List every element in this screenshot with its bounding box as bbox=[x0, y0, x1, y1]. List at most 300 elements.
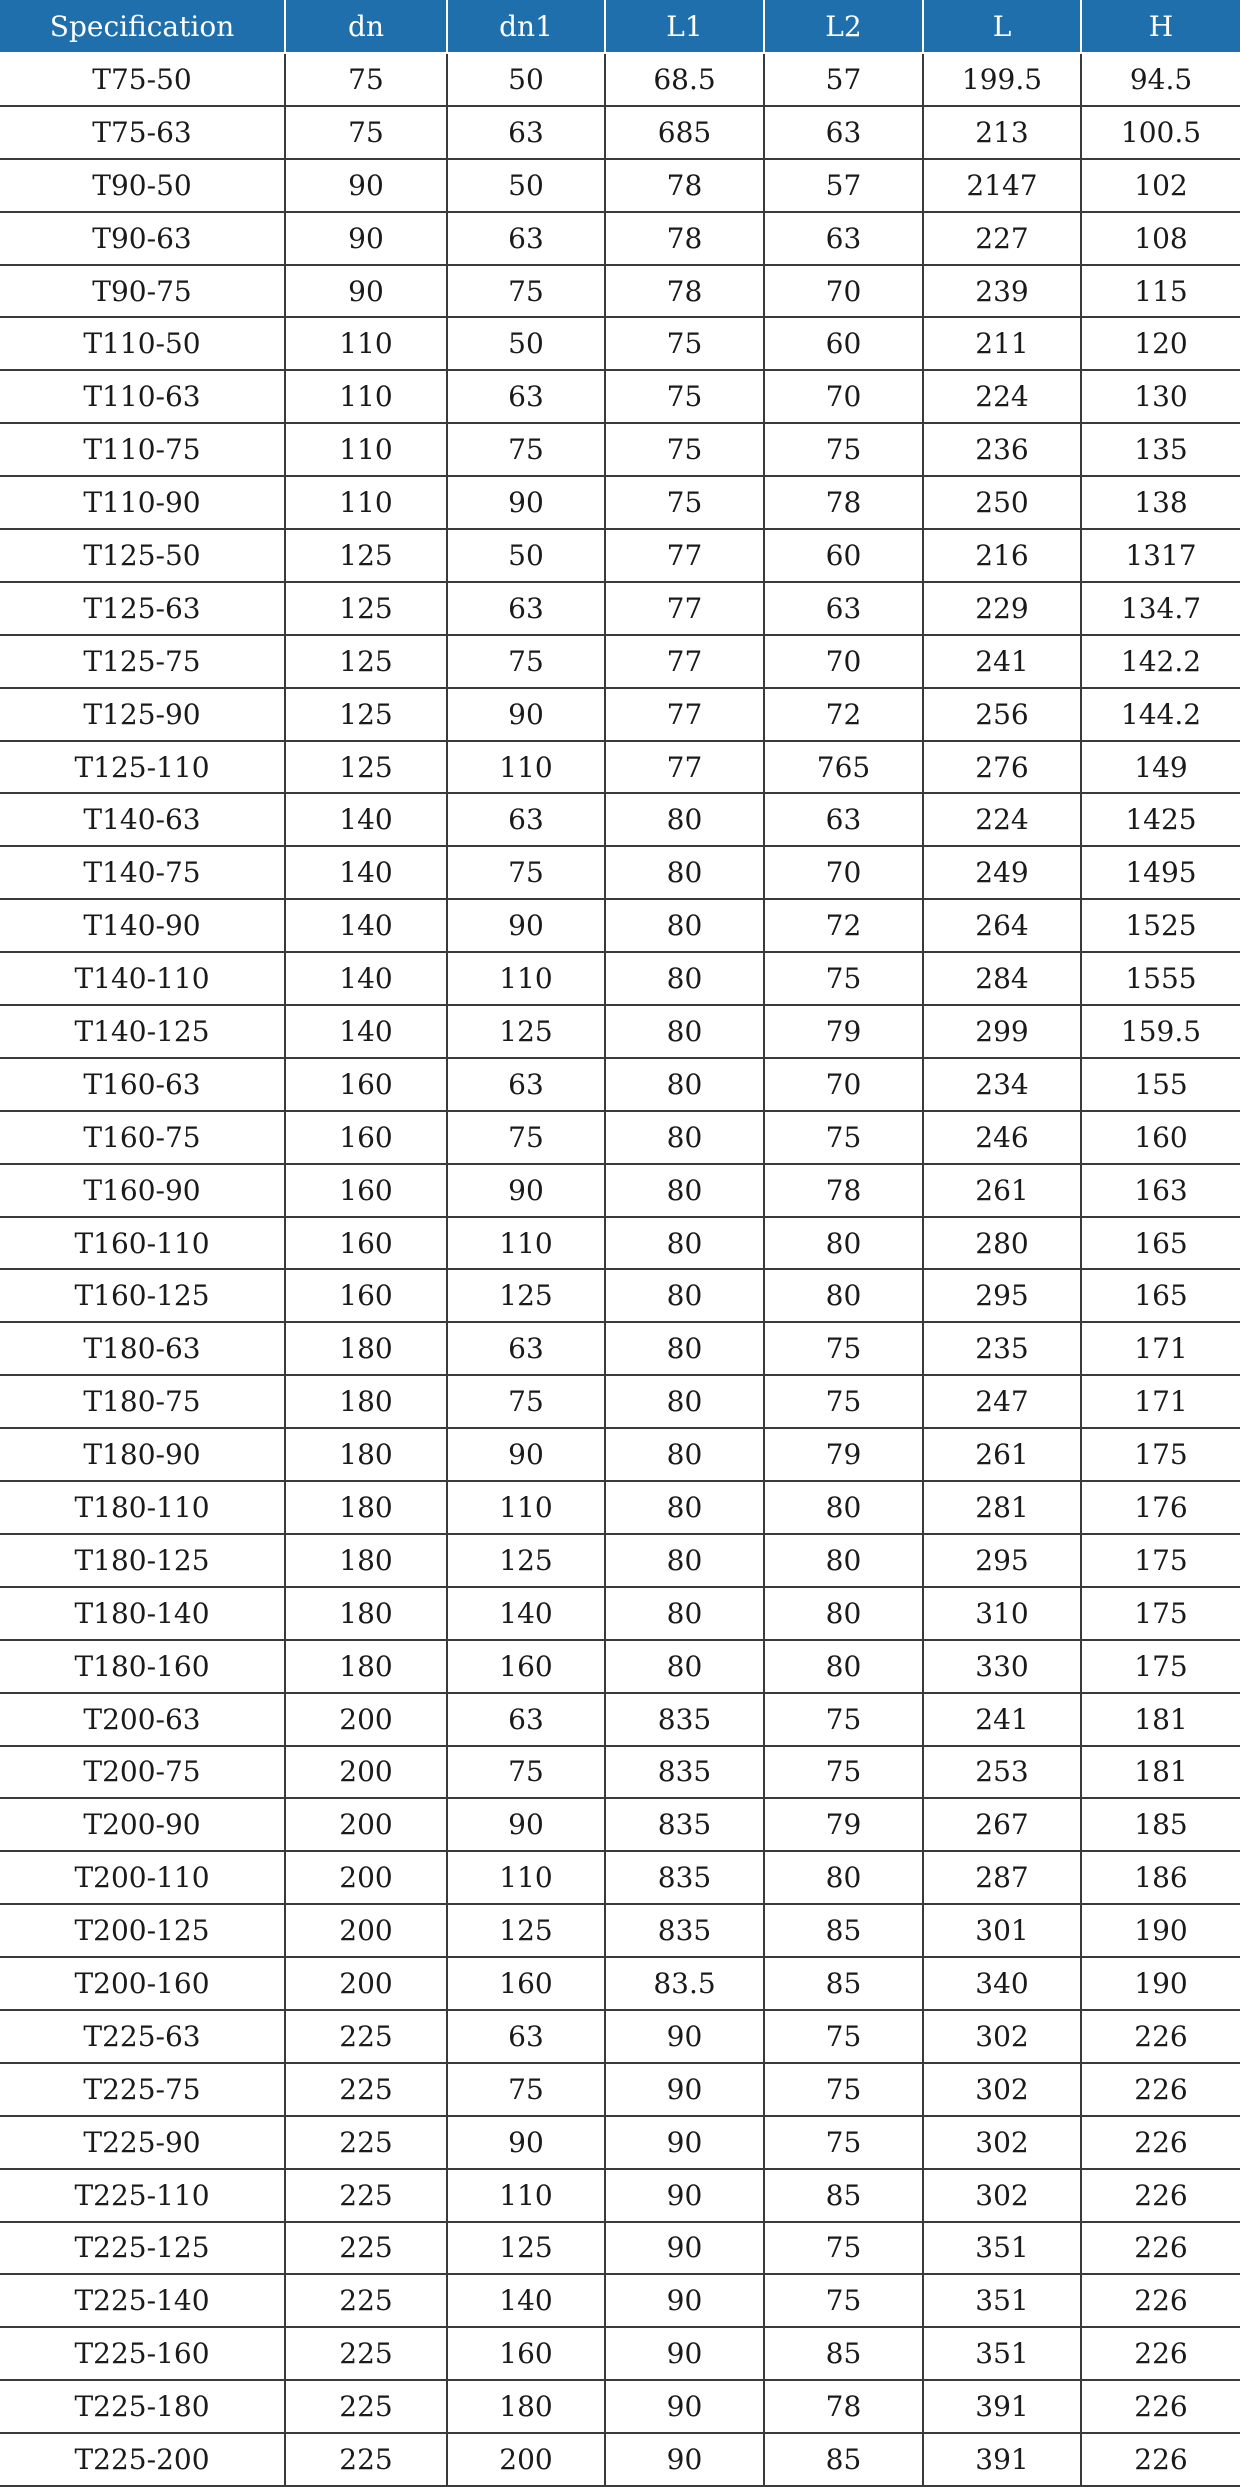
cell-l2: 57 bbox=[764, 53, 923, 106]
cell-h: 134.7 bbox=[1081, 582, 1240, 635]
cell-l1: 80 bbox=[605, 1640, 764, 1693]
column-header-l1: L1 bbox=[605, 0, 764, 53]
cell-l: 250 bbox=[923, 476, 1081, 529]
cell-dn1: 90 bbox=[447, 1164, 605, 1217]
cell-l1: 80 bbox=[605, 1322, 764, 1375]
table-row bbox=[0, 159, 1240, 212]
cell-dn1: 50 bbox=[447, 529, 605, 582]
cell-l: 284 bbox=[923, 952, 1081, 1005]
cell-specification: T125-75 bbox=[0, 635, 285, 688]
cell-l: 216 bbox=[923, 529, 1081, 582]
cell-l2: 72 bbox=[764, 688, 923, 741]
cell-specification: T140-125 bbox=[0, 1005, 285, 1058]
cell-l: 351 bbox=[923, 2274, 1081, 2327]
cell-l1: 77 bbox=[605, 635, 764, 688]
cell-h: 226 bbox=[1081, 2380, 1240, 2433]
cell-dn: 75 bbox=[285, 106, 447, 159]
cell-l: 267 bbox=[923, 1798, 1081, 1851]
cell-l2: 63 bbox=[764, 582, 923, 635]
cell-specification: T140-90 bbox=[0, 899, 285, 952]
cell-specification: T225-110 bbox=[0, 2169, 285, 2222]
table-row bbox=[0, 423, 1240, 476]
cell-l2: 85 bbox=[764, 2433, 923, 2486]
table-row bbox=[0, 1111, 1240, 1164]
cell-h: 160 bbox=[1081, 1111, 1240, 1164]
cell-dn: 225 bbox=[285, 2274, 447, 2327]
cell-dn: 200 bbox=[285, 1693, 447, 1746]
cell-h: 190 bbox=[1081, 1957, 1240, 2010]
cell-dn1: 50 bbox=[447, 53, 605, 106]
cell-dn: 75 bbox=[285, 53, 447, 106]
table-row bbox=[0, 2433, 1240, 2486]
table-row bbox=[0, 1164, 1240, 1217]
cell-specification: T180-63 bbox=[0, 1322, 285, 1375]
table-row bbox=[0, 1005, 1240, 1058]
cell-l: 235 bbox=[923, 1322, 1081, 1375]
cell-dn1: 63 bbox=[447, 582, 605, 635]
cell-dn: 180 bbox=[285, 1587, 447, 1640]
cell-h: 226 bbox=[1081, 2433, 1240, 2486]
cell-l: 276 bbox=[923, 741, 1081, 794]
cell-l2: 70 bbox=[764, 370, 923, 423]
cell-l1: 80 bbox=[605, 1058, 764, 1111]
cell-h: 175 bbox=[1081, 1428, 1240, 1481]
cell-dn: 225 bbox=[285, 2010, 447, 2063]
cell-dn1: 90 bbox=[447, 1428, 605, 1481]
cell-specification: T225-125 bbox=[0, 2222, 285, 2275]
cell-specification: T90-75 bbox=[0, 265, 285, 318]
cell-dn: 225 bbox=[285, 2433, 447, 2486]
cell-dn1: 160 bbox=[447, 1640, 605, 1693]
cell-dn1: 75 bbox=[447, 1111, 605, 1164]
cell-dn: 200 bbox=[285, 1957, 447, 2010]
cell-l2: 80 bbox=[764, 1269, 923, 1322]
cell-dn1: 63 bbox=[447, 793, 605, 846]
cell-l2: 70 bbox=[764, 1058, 923, 1111]
cell-l1: 77 bbox=[605, 582, 764, 635]
cell-l1: 835 bbox=[605, 1904, 764, 1957]
table-row bbox=[0, 1640, 1240, 1693]
table-row bbox=[0, 1269, 1240, 1322]
cell-dn: 200 bbox=[285, 1851, 447, 1904]
cell-dn1: 75 bbox=[447, 265, 605, 318]
table-row bbox=[0, 1322, 1240, 1375]
cell-dn: 180 bbox=[285, 1640, 447, 1693]
cell-l1: 835 bbox=[605, 1746, 764, 1799]
column-header-dn: dn bbox=[285, 0, 447, 53]
cell-l: 351 bbox=[923, 2327, 1081, 2380]
cell-dn1: 63 bbox=[447, 212, 605, 265]
table-row bbox=[0, 1058, 1240, 1111]
cell-specification: T200-160 bbox=[0, 1957, 285, 2010]
cell-l1: 80 bbox=[605, 1534, 764, 1587]
cell-h: 1555 bbox=[1081, 952, 1240, 1005]
cell-dn: 225 bbox=[285, 2327, 447, 2380]
cell-l1: 90 bbox=[605, 2063, 764, 2116]
cell-l1: 90 bbox=[605, 2222, 764, 2275]
cell-specification: T160-125 bbox=[0, 1269, 285, 1322]
cell-l: 302 bbox=[923, 2010, 1081, 2063]
cell-l1: 78 bbox=[605, 212, 764, 265]
cell-l2: 80 bbox=[764, 1217, 923, 1270]
cell-l2: 85 bbox=[764, 2169, 923, 2222]
cell-dn: 140 bbox=[285, 899, 447, 952]
cell-l: 241 bbox=[923, 1693, 1081, 1746]
cell-specification: T225-180 bbox=[0, 2380, 285, 2433]
cell-l1: 685 bbox=[605, 106, 764, 159]
cell-l: 287 bbox=[923, 1851, 1081, 1904]
cell-l1: 90 bbox=[605, 2327, 764, 2380]
cell-specification: T160-90 bbox=[0, 1164, 285, 1217]
cell-dn1: 75 bbox=[447, 423, 605, 476]
table-row bbox=[0, 106, 1240, 159]
cell-l1: 68.5 bbox=[605, 53, 764, 106]
cell-l1: 78 bbox=[605, 265, 764, 318]
cell-h: 175 bbox=[1081, 1587, 1240, 1640]
cell-specification: T180-125 bbox=[0, 1534, 285, 1587]
cell-specification: T180-160 bbox=[0, 1640, 285, 1693]
cell-dn: 140 bbox=[285, 793, 447, 846]
table-row bbox=[0, 1534, 1240, 1587]
cell-l1: 90 bbox=[605, 2433, 764, 2486]
cell-dn: 160 bbox=[285, 1217, 447, 1270]
cell-l2: 63 bbox=[764, 793, 923, 846]
column-header-dn1: dn1 bbox=[447, 0, 605, 53]
cell-l1: 77 bbox=[605, 741, 764, 794]
cell-h: 226 bbox=[1081, 2327, 1240, 2380]
cell-h: 120 bbox=[1081, 317, 1240, 370]
cell-dn: 125 bbox=[285, 582, 447, 635]
cell-dn: 225 bbox=[285, 2169, 447, 2222]
table-row bbox=[0, 793, 1240, 846]
cell-dn: 110 bbox=[285, 476, 447, 529]
table-row bbox=[0, 1904, 1240, 1957]
cell-dn: 160 bbox=[285, 1164, 447, 1217]
column-header-specification: Specification bbox=[0, 0, 285, 53]
cell-l1: 77 bbox=[605, 529, 764, 582]
cell-specification: T160-110 bbox=[0, 1217, 285, 1270]
cell-dn1: 140 bbox=[447, 1587, 605, 1640]
cell-specification: T75-63 bbox=[0, 106, 285, 159]
cell-h: 181 bbox=[1081, 1693, 1240, 1746]
cell-specification: T125-63 bbox=[0, 582, 285, 635]
cell-h: 226 bbox=[1081, 2274, 1240, 2327]
cell-l2: 75 bbox=[764, 952, 923, 1005]
cell-l2: 75 bbox=[764, 2116, 923, 2169]
cell-h: 138 bbox=[1081, 476, 1240, 529]
cell-dn: 200 bbox=[285, 1904, 447, 1957]
cell-l: 391 bbox=[923, 2380, 1081, 2433]
cell-l1: 75 bbox=[605, 317, 764, 370]
cell-h: 159.5 bbox=[1081, 1005, 1240, 1058]
cell-l: 224 bbox=[923, 793, 1081, 846]
cell-dn: 110 bbox=[285, 317, 447, 370]
cell-l2: 70 bbox=[764, 635, 923, 688]
cell-h: 175 bbox=[1081, 1640, 1240, 1693]
cell-l: 264 bbox=[923, 899, 1081, 952]
table-row bbox=[0, 952, 1240, 1005]
table-row bbox=[0, 2222, 1240, 2275]
cell-dn: 125 bbox=[285, 635, 447, 688]
cell-h: 1525 bbox=[1081, 899, 1240, 952]
table-row bbox=[0, 476, 1240, 529]
cell-dn1: 140 bbox=[447, 2274, 605, 2327]
cell-specification: T125-90 bbox=[0, 688, 285, 741]
cell-l: 224 bbox=[923, 370, 1081, 423]
cell-h: 186 bbox=[1081, 1851, 1240, 1904]
cell-dn: 180 bbox=[285, 1322, 447, 1375]
cell-h: 100.5 bbox=[1081, 106, 1240, 159]
cell-l2: 75 bbox=[764, 1111, 923, 1164]
cell-specification: T110-63 bbox=[0, 370, 285, 423]
column-header-l: L bbox=[923, 0, 1081, 53]
cell-l2: 80 bbox=[764, 1640, 923, 1693]
cell-l: 281 bbox=[923, 1481, 1081, 1534]
cell-dn1: 75 bbox=[447, 2063, 605, 2116]
cell-h: 149 bbox=[1081, 741, 1240, 794]
cell-dn1: 75 bbox=[447, 846, 605, 899]
cell-dn1: 63 bbox=[447, 2010, 605, 2063]
cell-h: 226 bbox=[1081, 2169, 1240, 2222]
table-row bbox=[0, 582, 1240, 635]
cell-l2: 70 bbox=[764, 265, 923, 318]
cell-dn1: 110 bbox=[447, 741, 605, 794]
cell-dn1: 90 bbox=[447, 688, 605, 741]
cell-l1: 75 bbox=[605, 476, 764, 529]
cell-l1: 90 bbox=[605, 2274, 764, 2327]
cell-dn: 225 bbox=[285, 2063, 447, 2116]
cell-specification: T225-140 bbox=[0, 2274, 285, 2327]
table-body bbox=[0, 53, 1240, 2486]
cell-l: 330 bbox=[923, 1640, 1081, 1693]
cell-l1: 80 bbox=[605, 1587, 764, 1640]
cell-l2: 75 bbox=[764, 2063, 923, 2116]
cell-l1: 80 bbox=[605, 1005, 764, 1058]
cell-l: 199.5 bbox=[923, 53, 1081, 106]
cell-l1: 77 bbox=[605, 688, 764, 741]
cell-specification: T180-110 bbox=[0, 1481, 285, 1534]
table-row bbox=[0, 2327, 1240, 2380]
cell-dn: 140 bbox=[285, 952, 447, 1005]
cell-dn: 125 bbox=[285, 529, 447, 582]
cell-l1: 80 bbox=[605, 1217, 764, 1270]
cell-l2: 72 bbox=[764, 899, 923, 952]
cell-l: 227 bbox=[923, 212, 1081, 265]
cell-h: 171 bbox=[1081, 1322, 1240, 1375]
cell-h: 1317 bbox=[1081, 529, 1240, 582]
cell-l2: 60 bbox=[764, 317, 923, 370]
cell-l: 253 bbox=[923, 1746, 1081, 1799]
cell-l: 299 bbox=[923, 1005, 1081, 1058]
cell-dn1: 50 bbox=[447, 317, 605, 370]
cell-h: 226 bbox=[1081, 2063, 1240, 2116]
table-row bbox=[0, 2274, 1240, 2327]
cell-l: 302 bbox=[923, 2116, 1081, 2169]
cell-specification: T225-90 bbox=[0, 2116, 285, 2169]
table-row bbox=[0, 2169, 1240, 2222]
cell-specification: T180-90 bbox=[0, 1428, 285, 1481]
cell-h: 94.5 bbox=[1081, 53, 1240, 106]
cell-dn: 90 bbox=[285, 159, 447, 212]
cell-l2: 75 bbox=[764, 1375, 923, 1428]
table-row bbox=[0, 2116, 1240, 2169]
cell-l: 301 bbox=[923, 1904, 1081, 1957]
cell-dn1: 63 bbox=[447, 1058, 605, 1111]
table-row bbox=[0, 212, 1240, 265]
cell-l2: 79 bbox=[764, 1428, 923, 1481]
cell-specification: T140-110 bbox=[0, 952, 285, 1005]
table-row bbox=[0, 635, 1240, 688]
cell-h: 165 bbox=[1081, 1217, 1240, 1270]
cell-dn1: 125 bbox=[447, 1269, 605, 1322]
cell-dn: 180 bbox=[285, 1481, 447, 1534]
cell-l2: 75 bbox=[764, 423, 923, 476]
table-row bbox=[0, 1957, 1240, 2010]
cell-specification: T90-50 bbox=[0, 159, 285, 212]
cell-specification: T140-75 bbox=[0, 846, 285, 899]
table-row bbox=[0, 846, 1240, 899]
cell-dn: 160 bbox=[285, 1111, 447, 1164]
cell-h: 171 bbox=[1081, 1375, 1240, 1428]
cell-l1: 80 bbox=[605, 899, 764, 952]
cell-dn1: 110 bbox=[447, 1481, 605, 1534]
table-row bbox=[0, 529, 1240, 582]
cell-dn1: 110 bbox=[447, 1851, 605, 1904]
table-row bbox=[0, 899, 1240, 952]
cell-specification: T200-90 bbox=[0, 1798, 285, 1851]
cell-l: 239 bbox=[923, 265, 1081, 318]
cell-dn: 140 bbox=[285, 1005, 447, 1058]
cell-l2: 75 bbox=[764, 1746, 923, 1799]
cell-l: 391 bbox=[923, 2433, 1081, 2486]
cell-specification: T125-110 bbox=[0, 741, 285, 794]
table-row bbox=[0, 2063, 1240, 2116]
cell-l2: 63 bbox=[764, 106, 923, 159]
cell-specification: T180-75 bbox=[0, 1375, 285, 1428]
cell-l2: 75 bbox=[764, 2222, 923, 2275]
cell-dn: 110 bbox=[285, 423, 447, 476]
cell-l2: 78 bbox=[764, 1164, 923, 1217]
cell-l2: 79 bbox=[764, 1005, 923, 1058]
cell-dn1: 63 bbox=[447, 370, 605, 423]
cell-l: 229 bbox=[923, 582, 1081, 635]
table-row bbox=[0, 1746, 1240, 1799]
cell-dn: 225 bbox=[285, 2222, 447, 2275]
cell-dn: 200 bbox=[285, 1798, 447, 1851]
cell-specification: T225-63 bbox=[0, 2010, 285, 2063]
cell-dn1: 90 bbox=[447, 476, 605, 529]
cell-l: 2147 bbox=[923, 159, 1081, 212]
cell-h: 181 bbox=[1081, 1746, 1240, 1799]
cell-dn1: 200 bbox=[447, 2433, 605, 2486]
cell-l2: 60 bbox=[764, 529, 923, 582]
cell-l1: 80 bbox=[605, 793, 764, 846]
cell-l: 280 bbox=[923, 1217, 1081, 1270]
cell-specification: T75-50 bbox=[0, 53, 285, 106]
cell-l1: 75 bbox=[605, 423, 764, 476]
cell-dn: 180 bbox=[285, 1428, 447, 1481]
table-row bbox=[0, 1481, 1240, 1534]
cell-l: 241 bbox=[923, 635, 1081, 688]
cell-h: 115 bbox=[1081, 265, 1240, 318]
table-row bbox=[0, 265, 1240, 318]
cell-l2: 75 bbox=[764, 1693, 923, 1746]
cell-l2: 63 bbox=[764, 212, 923, 265]
cell-dn: 225 bbox=[285, 2380, 447, 2433]
cell-dn: 110 bbox=[285, 370, 447, 423]
cell-l1: 835 bbox=[605, 1851, 764, 1904]
cell-dn1: 180 bbox=[447, 2380, 605, 2433]
cell-l: 351 bbox=[923, 2222, 1081, 2275]
cell-l2: 85 bbox=[764, 1904, 923, 1957]
cell-l2: 75 bbox=[764, 2010, 923, 2063]
cell-l2: 79 bbox=[764, 1798, 923, 1851]
cell-h: 226 bbox=[1081, 2116, 1240, 2169]
cell-l: 249 bbox=[923, 846, 1081, 899]
cell-h: 130 bbox=[1081, 370, 1240, 423]
cell-l: 302 bbox=[923, 2169, 1081, 2222]
cell-h: 1495 bbox=[1081, 846, 1240, 899]
cell-specification: T110-75 bbox=[0, 423, 285, 476]
cell-dn1: 50 bbox=[447, 159, 605, 212]
cell-dn: 160 bbox=[285, 1058, 447, 1111]
cell-dn1: 75 bbox=[447, 1746, 605, 1799]
cell-l1: 80 bbox=[605, 1164, 764, 1217]
cell-dn1: 75 bbox=[447, 1375, 605, 1428]
cell-dn1: 110 bbox=[447, 952, 605, 1005]
cell-dn1: 125 bbox=[447, 1904, 605, 1957]
cell-dn: 90 bbox=[285, 212, 447, 265]
cell-l1: 835 bbox=[605, 1693, 764, 1746]
cell-l1: 80 bbox=[605, 1269, 764, 1322]
cell-l1: 83.5 bbox=[605, 1957, 764, 2010]
cell-l: 213 bbox=[923, 106, 1081, 159]
cell-dn1: 125 bbox=[447, 1534, 605, 1587]
cell-l1: 835 bbox=[605, 1798, 764, 1851]
cell-l: 340 bbox=[923, 1957, 1081, 2010]
cell-h: 226 bbox=[1081, 2222, 1240, 2275]
cell-dn: 140 bbox=[285, 846, 447, 899]
cell-l1: 80 bbox=[605, 1375, 764, 1428]
cell-dn1: 90 bbox=[447, 1798, 605, 1851]
table-row bbox=[0, 2380, 1240, 2433]
table-row bbox=[0, 1428, 1240, 1481]
header-row bbox=[0, 0, 1240, 53]
cell-l1: 80 bbox=[605, 1428, 764, 1481]
table-row bbox=[0, 370, 1240, 423]
cell-h: 175 bbox=[1081, 1534, 1240, 1587]
cell-l1: 80 bbox=[605, 952, 764, 1005]
table-row bbox=[0, 2010, 1240, 2063]
cell-l: 295 bbox=[923, 1269, 1081, 1322]
cell-dn1: 90 bbox=[447, 2116, 605, 2169]
table-row bbox=[0, 1851, 1240, 1904]
cell-l1: 80 bbox=[605, 1481, 764, 1534]
cell-dn1: 110 bbox=[447, 1217, 605, 1270]
cell-specification: T180-140 bbox=[0, 1587, 285, 1640]
cell-dn: 200 bbox=[285, 1746, 447, 1799]
cell-dn: 125 bbox=[285, 688, 447, 741]
column-header-l2: L2 bbox=[764, 0, 923, 53]
cell-dn1: 125 bbox=[447, 1005, 605, 1058]
cell-l: 310 bbox=[923, 1587, 1081, 1640]
cell-l2: 70 bbox=[764, 846, 923, 899]
cell-h: 226 bbox=[1081, 2010, 1240, 2063]
cell-specification: T225-75 bbox=[0, 2063, 285, 2116]
table-row bbox=[0, 1217, 1240, 1270]
cell-specification: T200-110 bbox=[0, 1851, 285, 1904]
cell-h: 190 bbox=[1081, 1904, 1240, 1957]
